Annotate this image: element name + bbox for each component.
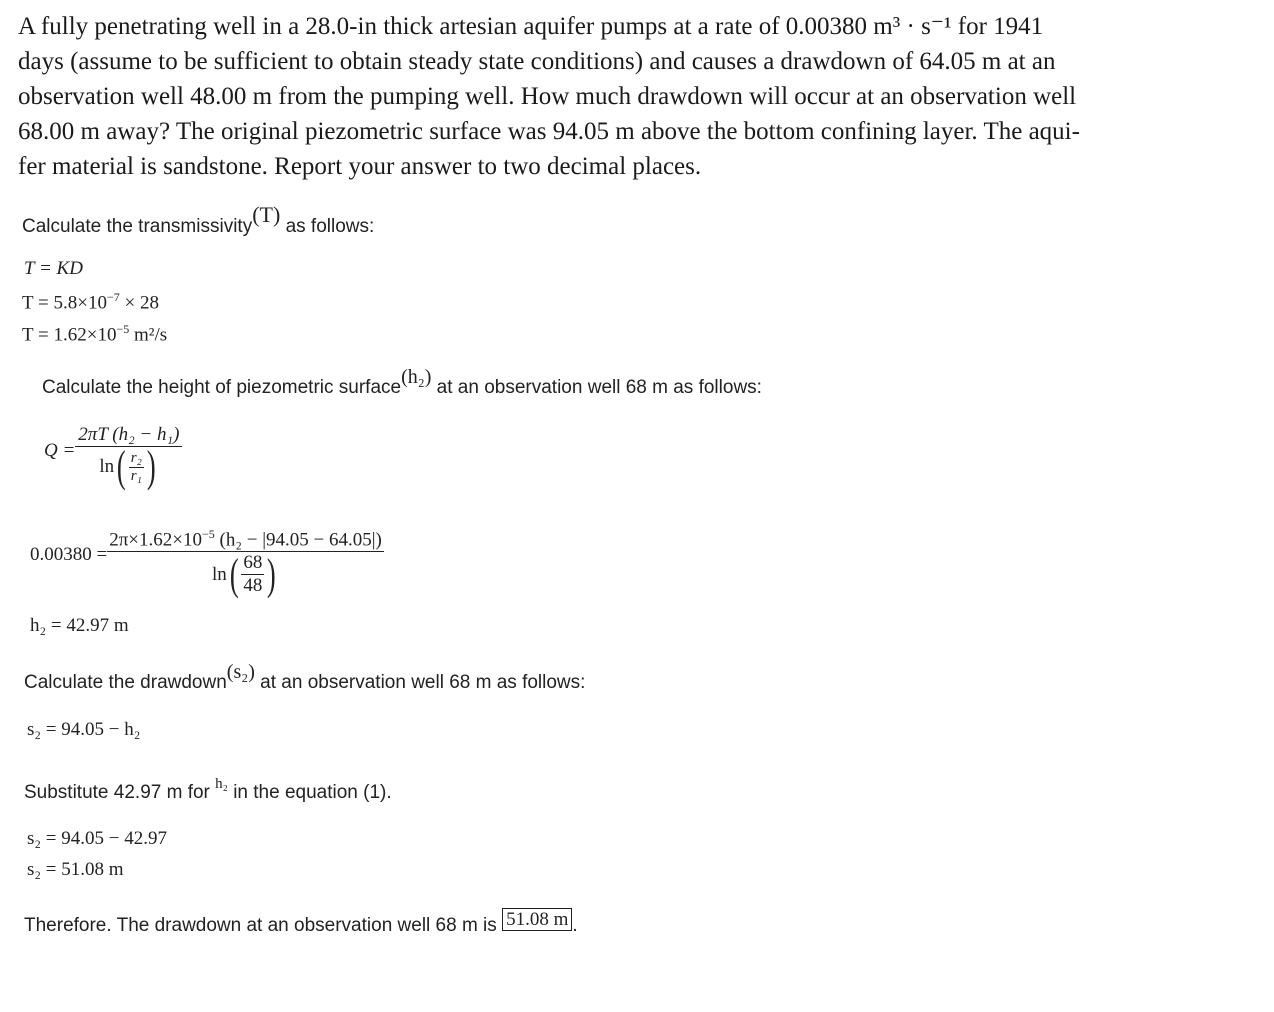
result-h2: h₂ = 42.97 m xyxy=(30,615,129,636)
step1-heading xyxy=(22,202,375,238)
step-text: Calculate the drawdown xyxy=(24,672,227,693)
question-line: observation well 48.00 m from the pumping well. How much drawdown will occur at an observation well xyxy=(18,83,1077,110)
equation: s₂ = 94.05 − 42.97 xyxy=(27,828,167,849)
equation: s₂ = 94.05 − h₂ xyxy=(27,719,141,740)
period: . xyxy=(572,915,578,936)
math-symbol: (h₂) xyxy=(401,366,432,388)
step-text: Substitute 42.97 m for xyxy=(24,782,210,803)
question-line: 68.00 m away? The original piezometric surface was 94.05 m above the bottom confining layer. The aqui- xyxy=(18,118,1080,145)
question-line: A fully penetrating well in a 28.0-in thick artesian aquifer pumps at a rate of 0.00380 m³ · s⁻¹ for 1941 xyxy=(18,13,1044,40)
formula: Q = 2πT (h₂ − h₁) ln ( $\frac{\text{r₂}}{\text{r₁}}$ ) xyxy=(44,424,182,487)
question-line: days (assume to be sufficient to obtain steady state conditions) and causes a drawdown of 64.05 m at an xyxy=(18,48,1056,75)
step-text: at an observation well 68 m as follows: xyxy=(436,377,762,398)
step3-heading xyxy=(24,661,586,694)
math-symbol: (T) xyxy=(252,202,281,227)
step-text: as follows: xyxy=(285,216,375,237)
step-text: Calculate the height of piezometric surface xyxy=(42,377,402,398)
step-text: at an observation well 68 m as follows: xyxy=(260,672,586,693)
question-line: fer material is sandstone. Report your answer to two decimal places. xyxy=(18,153,702,180)
equation: T = KD xyxy=(24,258,83,279)
step-text: Calculate the transmissivity xyxy=(22,216,253,237)
math-symbol: (s₂) xyxy=(226,661,255,683)
conclusion-text: Therefore. The drawdown at an observation well 68 m is xyxy=(24,915,497,936)
equation: $T = 5.8\times 10^{-7} \times 28$ xyxy=(22,290,159,314)
answer-box: 51.08 m xyxy=(502,908,572,931)
conclusion xyxy=(24,909,578,937)
equation: s₂ = 51.08 m xyxy=(27,859,124,880)
step2-heading xyxy=(42,366,762,399)
equation: $T = 1.62\times 10^{-5}$ m²/s xyxy=(22,322,168,346)
math-symbol: h₂ xyxy=(215,776,228,792)
step4-heading xyxy=(24,776,392,804)
question-text xyxy=(18,9,1080,184)
step-text: in the equation (1). xyxy=(233,782,392,803)
substituted-equation: 0.00380 = $2\pi\times 1.62\times 10^{-5}$ (h₂ − |94.05 − 64.05|) ln ( $\frac{68}{48}$ ) xyxy=(30,527,382,599)
